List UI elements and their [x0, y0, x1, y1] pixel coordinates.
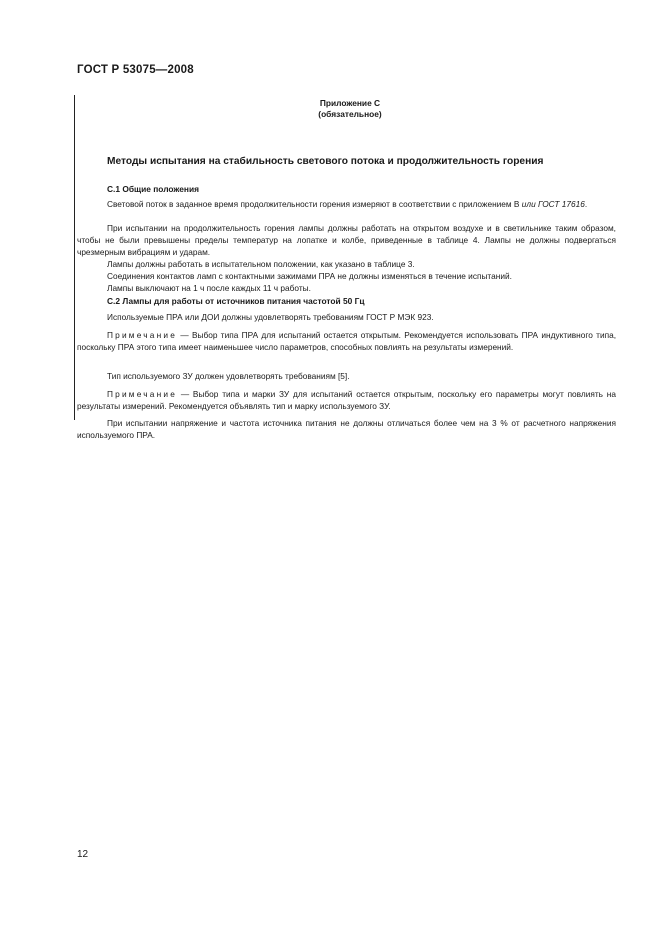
paragraph-end: .: [584, 199, 588, 209]
paragraph-c1-5: Лампы выключают на 1 ч после каждых 11 ч работы.: [107, 283, 311, 293]
paragraph-c1-1: [77, 198, 616, 210]
appendix-title: Приложение С: [319, 98, 381, 108]
main-title: Методы испытания на стабильность светового потока и продолжительность горения: [107, 156, 544, 167]
note-2: [77, 388, 616, 412]
appendix-status: (обязательное): [318, 109, 382, 119]
paragraph-text: Световой поток в заданное время продолжительности горения измеряют в соответствии с приложением В: [107, 199, 522, 209]
document-code: ГОСТ Р 53075—2008: [77, 64, 194, 76]
paragraph-c2-2: Тип используемого ЗУ должен удовлетворять требованиям [5].: [107, 371, 350, 381]
note-text: — Выбор типа и марки ЗУ для испытаний остается открытым, поскольку его параметры могут повлиять на результаты измерений. Рекомендуется объявлять тип и марку используемого ЗУ.: [77, 389, 616, 411]
standard-reference: или ГОСТ 17616: [521, 199, 585, 209]
paragraph-c2-1: Используемые ПРА или ДОИ должны удовлетворять требованиям ГОСТ Р МЭК 923.: [107, 312, 434, 322]
note-label: Примечание: [107, 330, 178, 340]
margin-bar: [74, 95, 75, 420]
paragraph-c1-3: Лампы должны работать в испытательном положении, как указано в таблице 3.: [107, 259, 415, 269]
paragraph-c1-2: При испытании на продолжительность горения лампы должны работать на открытом воздухе и в светильнике таким образом, чтобы не были превышены пределы температур на лопатке и колбе, приведенные в таблице 4. Лампы не должны подвергаться чрезмерным вибрациям и ударам.: [77, 223, 616, 257]
paragraph-c1-4: Соединения контактов ламп с контактными зажимами ПРА не должны изменяться в течение испытаний.: [107, 271, 512, 281]
note-1: [77, 329, 616, 353]
note-text: — Выбор типа ПРА для испытаний остается открытым. Рекомендуется использовать ПРА индуктивного типа, поскольку ПРА этого типа имеет наименьшее число параметров, способных повлиять на результаты измерений.: [77, 330, 616, 352]
note-label: Примечание: [107, 389, 178, 399]
section-heading-c2: С.2 Лампы для работы от источников питания частотой 50 Гц: [107, 296, 365, 306]
page-number: 12: [77, 849, 89, 860]
paragraph-c2-3: При испытании напряжение и частота источника питания не должны отличаться более чем на 3 % от расчетного напряжения используемого ПРА.: [77, 418, 616, 440]
section-heading-c1: С.1 Общие положения: [107, 184, 200, 194]
